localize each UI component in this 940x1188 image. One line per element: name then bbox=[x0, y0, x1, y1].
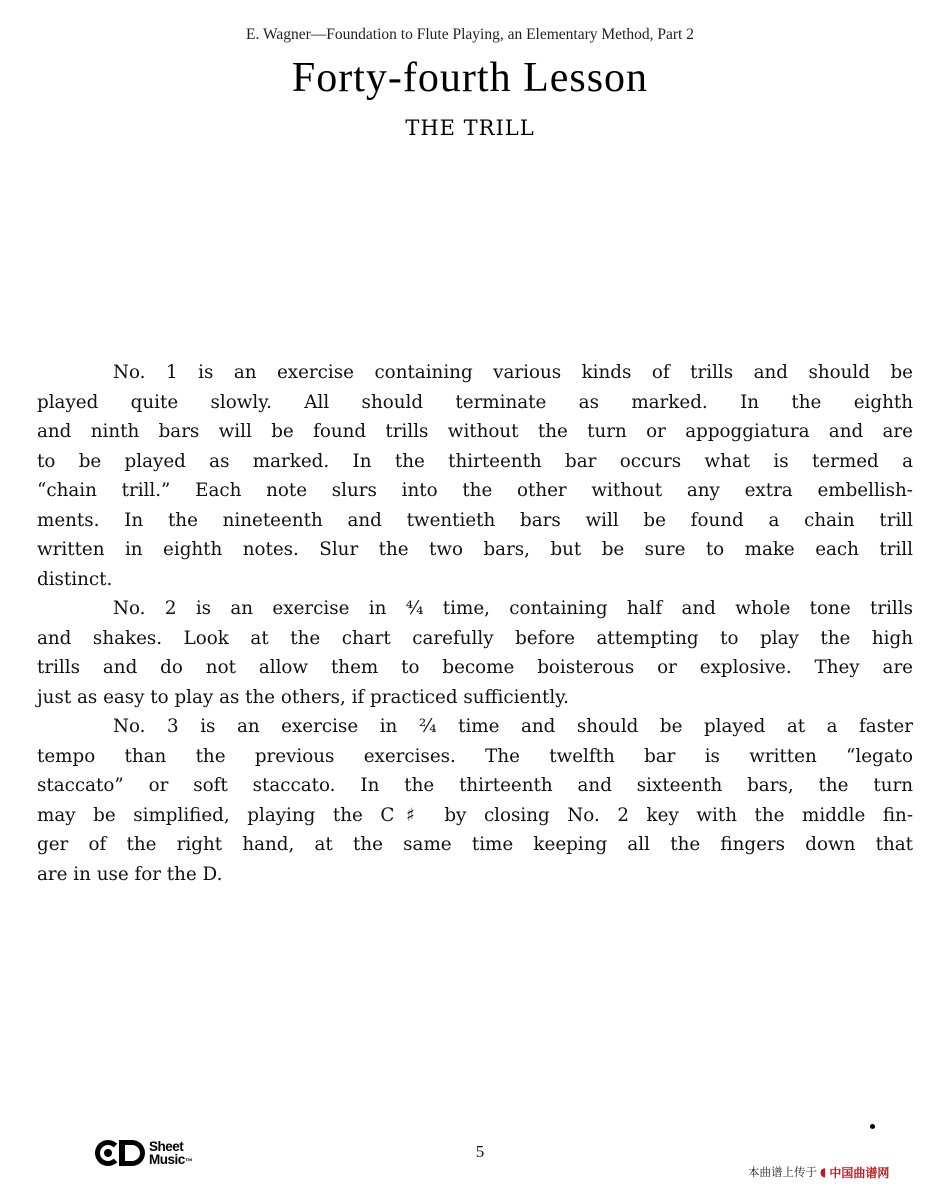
watermark bbox=[748, 1163, 933, 1181]
paragraph-2-line: just as easy to play as the others, if practiced sufficiently. bbox=[37, 686, 569, 708]
paragraph-2-line: No. 2 is an exercise in ⁴⁄₄ time, containing half and whole tone trills bbox=[113, 598, 913, 619]
paragraph-2-line: and shakes. Look at the chart carefully before attempting to play the high bbox=[37, 627, 913, 649]
watermark-logo-icon: ◖ bbox=[820, 1165, 827, 1179]
paragraph-1-line: and ninth bars will be found trills without the turn or appoggiatura and are bbox=[37, 421, 913, 442]
paragraph-1-line: “chain trill.” Each note slurs into the other without any extra embellish- bbox=[37, 480, 913, 501]
page-number: 5 bbox=[475, 1142, 485, 1161]
paragraph-3-line: may be simplified, playing the C♯ by closing No. 2 key with the middle fin- bbox=[37, 804, 913, 826]
paragraph-1-line: ments. In the nineteenth and twentieth bars will be found a chain trill bbox=[37, 509, 913, 531]
paragraph-1-line: played quite slowly. All should terminate as marked. In the eighth bbox=[37, 391, 913, 413]
lesson-title: Forty-fourth Lesson bbox=[291, 55, 649, 101]
paragraph-1-line: No. 1 is an exercise containing various kinds of trills and should be bbox=[113, 362, 913, 383]
paragraph-1-line: written in eighth notes. Slur the two bars, but be sure to make each trill bbox=[37, 539, 913, 560]
lesson-subtitle: THE TRILL bbox=[405, 116, 535, 140]
watermark-site: 中国曲谱网 bbox=[829, 1165, 890, 1180]
paragraph-3-line: ger of the right hand, at the same time keeping all the fingers down that bbox=[37, 834, 913, 855]
paragraph-3-line: staccato” or soft staccato. In the thirteenth and sixteenth bars, the turn bbox=[37, 775, 913, 796]
logo-text: Sheet Music™ bbox=[149, 1139, 193, 1167]
lesson-body bbox=[37, 358, 913, 889]
paragraph-1-line: distinct. bbox=[37, 568, 113, 590]
watermark-text: 本曲谱上传于 bbox=[748, 1165, 817, 1179]
paragraph-1-line: to be played as marked. In the thirteenth bar occurs what is termed a bbox=[37, 450, 913, 472]
paragraph-2-line: trills and do not allow them to become boisterous or explosive. They are bbox=[37, 657, 913, 678]
paragraph-3-line: are in use for the D. bbox=[37, 863, 223, 885]
running-head: E. Wagner—Foundation to Flute Playing, an Elementary Method, Part 2 bbox=[246, 26, 694, 43]
paragraph-3-line: No. 3 is an exercise in ²⁄₄ time and should be played at a faster bbox=[113, 716, 913, 737]
dot-mark bbox=[870, 1124, 875, 1129]
paragraph-3-line: tempo than the previous exercises. The twelfth bar is written “legato bbox=[37, 745, 913, 767]
